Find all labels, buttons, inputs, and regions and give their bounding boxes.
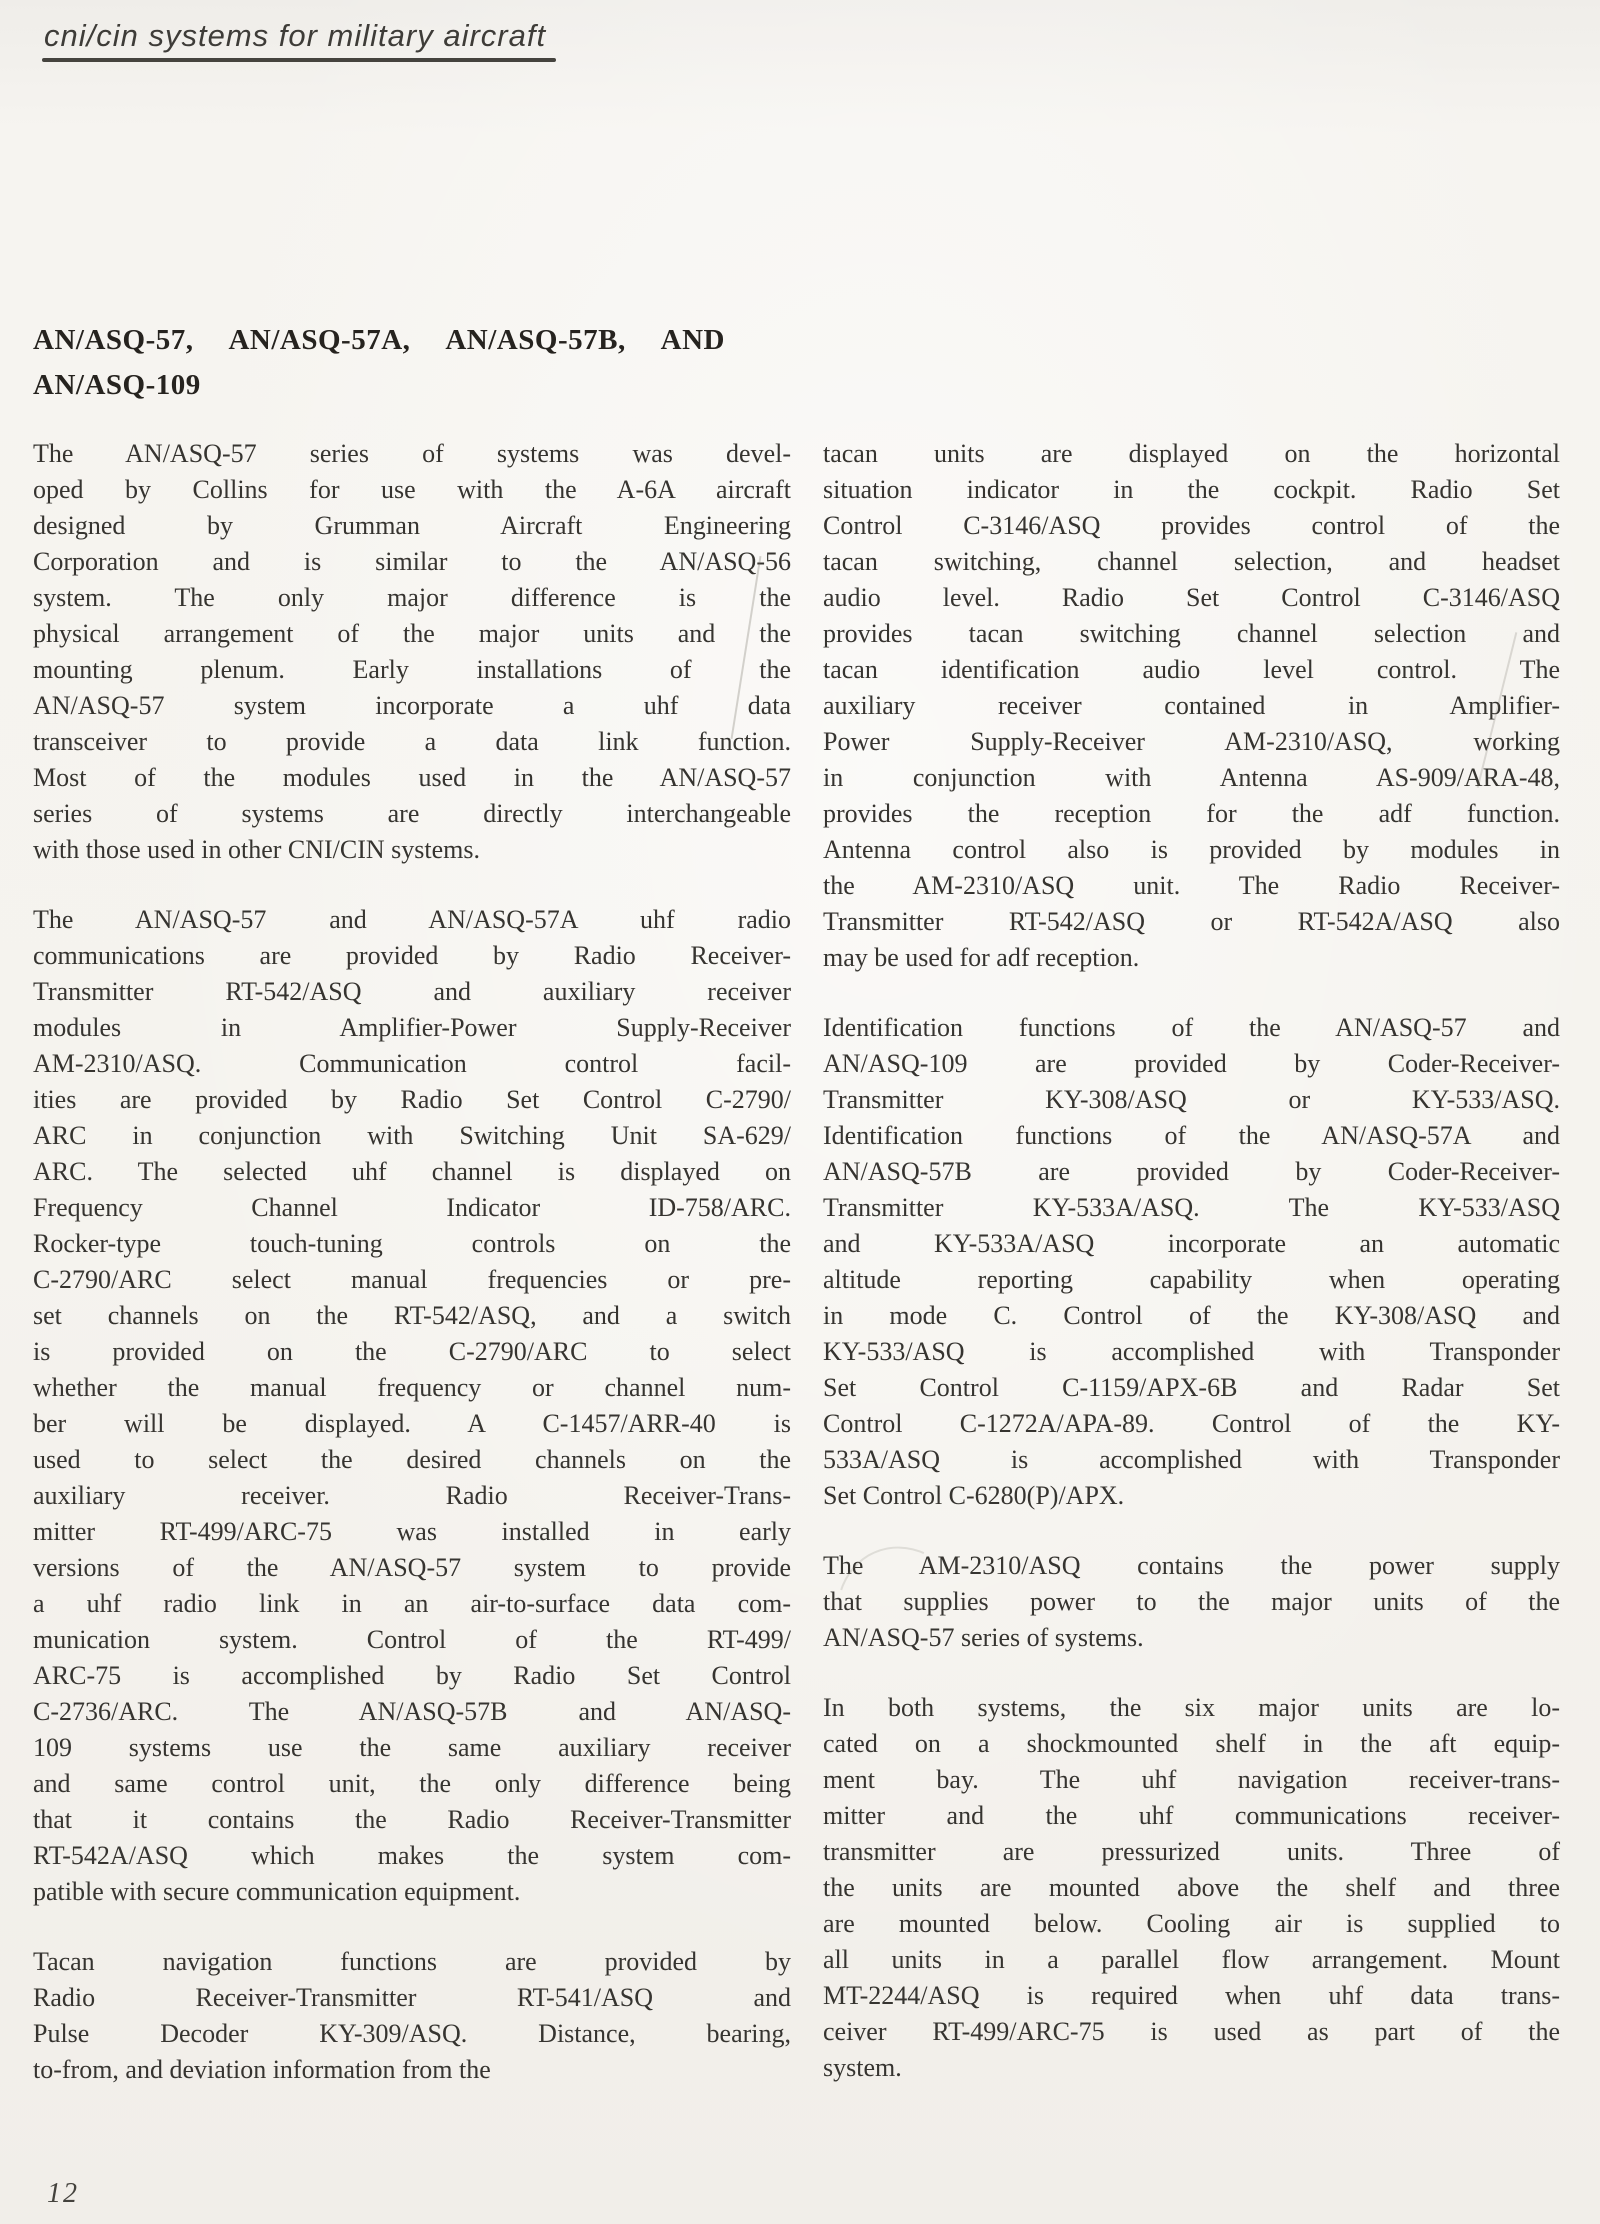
column-right — [823, 436, 1560, 2086]
text-line: ceiver RT-499/ARC-75 is used as part of the — [823, 2017, 1560, 2046]
text-line: ARC. The selected uhf channel is displayed on — [33, 1157, 791, 1186]
text-line: provides the reception for the adf function. — [823, 799, 1560, 828]
text-line: Control C-1272A/APA-89. Control of the KY- — [823, 1409, 1560, 1438]
text-line: all units in a parallel flow arrangement. Mount — [823, 1945, 1560, 1974]
text-line: oped by Collins for use with the A-6A aircraft — [33, 475, 791, 504]
text-line: munication system. Control of the RT-499/ — [33, 1625, 791, 1654]
text-line: to-from, and deviation information from the — [33, 2055, 491, 2084]
text-line: the units are mounted above the shelf and three — [823, 1873, 1560, 1902]
text-line: KY-533/ASQ is accomplished with Transponder — [823, 1337, 1560, 1366]
text-line: and same control unit, the only difference being — [33, 1769, 791, 1798]
paragraph — [823, 436, 1560, 976]
text-line: with those used in other CNI/CIN systems. — [33, 835, 481, 864]
text-line: provides tacan switching channel selection and — [823, 619, 1560, 648]
text-line: transceiver to provide a data link function. — [33, 727, 791, 756]
page-number: 12 — [47, 2178, 79, 2209]
text-line: set channels on the RT-542/ASQ, and a switch — [33, 1301, 791, 1330]
paragraph — [33, 902, 791, 1910]
text-line: 109 systems use the same auxiliary receiver — [33, 1733, 791, 1762]
text-line: 533A/ASQ is accomplished with Transponder — [823, 1445, 1560, 1474]
text-line: designed by Grumman Aircraft Engineering — [33, 511, 791, 540]
text-line: Transmitter KY-533A/ASQ. The KY-533/ASQ — [823, 1193, 1560, 1222]
text-line: ment bay. The uhf navigation receiver-trans- — [823, 1765, 1560, 1794]
text-line: ber will be displayed. A C-1457/ARR-40 is — [33, 1409, 791, 1438]
text-line: physical arrangement of the major units and the — [33, 619, 791, 648]
text-line: Set Control C-1159/APX-6B and Radar Set — [823, 1373, 1560, 1402]
text-line: situation indicator in the cockpit. Radio Set — [823, 475, 1560, 504]
text-line: tacan units are displayed on the horizontal — [823, 439, 1560, 468]
text-line: mitter and the uhf communications receiver- — [823, 1801, 1560, 1830]
text-line: series of systems are directly interchangeable — [33, 799, 791, 828]
paragraph — [33, 1944, 791, 2088]
text-line: AN/ASQ-57 system incorporate a uhf data — [33, 691, 791, 720]
text-line: Transmitter RT-542/ASQ and auxiliary receiver — [33, 977, 791, 1006]
text-line: patible with secure communication equipment. — [33, 1877, 521, 1906]
text-line: ARC in conjunction with Switching Unit SA-629/ — [33, 1121, 791, 1150]
text-line: Rocker-type touch-tuning controls on the — [33, 1229, 791, 1258]
text-line: in conjunction with Antenna AS-909/ARA-48, — [823, 763, 1560, 792]
text-line: ities are provided by Radio Set Control C-2790/ — [33, 1085, 791, 1114]
text-line: tacan switching, channel selection, and headset — [823, 547, 1560, 576]
text-line: Radio Receiver-Transmitter RT-541/ASQ and — [33, 1983, 791, 2012]
column-left — [33, 436, 791, 2088]
text-line: Transmitter KY-308/ASQ or KY-533/ASQ. — [823, 1085, 1560, 1114]
paragraph — [823, 1690, 1560, 2086]
running-header: cni/cin systems for military aircraft — [44, 18, 547, 53]
text-line: Pulse Decoder KY-309/ASQ. Distance, bearing, — [33, 2019, 791, 2048]
text-line: and KY-533A/ASQ incorporate an automatic — [823, 1229, 1560, 1258]
text-line: C-2736/ARC. The AN/ASQ-57B and AN/ASQ- — [33, 1697, 791, 1726]
paragraph — [33, 436, 791, 868]
text-line: whether the manual frequency or channel num- — [33, 1373, 791, 1402]
text-line: RT-542A/ASQ which makes the system com- — [33, 1841, 791, 1870]
text-line: mitter RT-499/ARC-75 was installed in early — [33, 1517, 791, 1546]
text-line: that it contains the Radio Receiver-Transmitter — [33, 1805, 791, 1834]
text-line: the AM-2310/ASQ unit. The Radio Receiver- — [823, 871, 1560, 900]
text-line: Power Supply-Receiver AM-2310/ASQ, working — [823, 727, 1560, 756]
text-line: AM-2310/ASQ. Communication control facil- — [33, 1049, 791, 1078]
text-line: auxiliary receiver contained in Amplifier- — [823, 691, 1560, 720]
text-line: Identification functions of the AN/ASQ-57 and — [823, 1013, 1560, 1042]
text-line: Tacan navigation functions are provided by — [33, 1947, 791, 1976]
text-line: communications are provided by Radio Receiver- — [33, 941, 791, 970]
text-line: C-2790/ARC select manual frequencies or pre- — [33, 1265, 791, 1294]
text-line: In both systems, the six major units are lo- — [823, 1693, 1560, 1722]
text-line: versions of the AN/ASQ-57 system to provide — [33, 1553, 791, 1582]
text-line: are mounted below. Cooling air is supplied to — [823, 1909, 1560, 1938]
text-line: MT-2244/ASQ is required when uhf data trans- — [823, 1981, 1560, 2010]
text-line: used to select the desired channels on the — [33, 1445, 791, 1474]
text-line: may be used for adf reception. — [823, 943, 1140, 972]
text-line: in mode C. Control of the KY-308/ASQ and — [823, 1301, 1560, 1330]
text-line: AN/ASQ-57 series of systems. — [823, 1623, 1144, 1652]
text-line: Control C-3146/ASQ provides control of the — [823, 511, 1560, 540]
text-line: modules in Amplifier-Power Supply-Receiver — [33, 1013, 791, 1042]
text-line: a uhf radio link in an air-to-surface data com- — [33, 1589, 791, 1618]
text-line: Antenna control also is provided by modules in — [823, 835, 1560, 864]
header-rule — [42, 58, 556, 62]
text-line: Most of the modules used in the AN/ASQ-57 — [33, 763, 791, 792]
text-line: altitude reporting capability when operating — [823, 1265, 1560, 1294]
text-line: Corporation and is similar to the AN/ASQ-56 — [33, 547, 791, 576]
text-line: The AN/ASQ-57 series of systems was devel- — [33, 439, 791, 468]
text-line: Transmitter RT-542/ASQ or RT-542A/ASQ also — [823, 907, 1560, 936]
text-line: AN/ASQ-57B are provided by Coder-Receiver- — [823, 1157, 1560, 1186]
text-line: transmitter are pressurized units. Three of — [823, 1837, 1560, 1866]
text-line: ARC-75 is accomplished by Radio Set Control — [33, 1661, 791, 1690]
text-line: that supplies power to the major units of the — [823, 1587, 1560, 1616]
text-line: system. The only major difference is the — [33, 583, 791, 612]
text-line: Set Control C-6280(P)/APX. — [823, 1481, 1125, 1510]
text-line: cated on a shockmounted shelf in the aft equip- — [823, 1729, 1560, 1758]
text-line: audio level. Radio Set Control C-3146/ASQ — [823, 583, 1560, 612]
text-line: Identification functions of the AN/ASQ-57A and — [823, 1121, 1560, 1150]
text-line: is provided on the C-2790/ARC to select — [33, 1337, 791, 1366]
article-title-line-2: AN/ASQ-109 — [33, 369, 201, 401]
text-line: Frequency Channel Indicator ID-758/ARC. — [33, 1193, 791, 1222]
text-line: The AN/ASQ-57 and AN/ASQ-57A uhf radio — [33, 905, 791, 934]
text-line: mounting plenum. Early installations of the — [33, 655, 791, 684]
text-line: system. — [823, 2053, 902, 2082]
paragraph — [823, 1010, 1560, 1514]
text-line: AN/ASQ-109 are provided by Coder-Receiver- — [823, 1049, 1560, 1078]
article-title — [33, 318, 725, 408]
text-line: tacan identification audio level control. The — [823, 655, 1560, 684]
article-title-line-1: AN/ASQ-57, AN/ASQ-57A, AN/ASQ-57B, AND — [33, 324, 725, 356]
text-line: The AM-2310/ASQ contains the power supply — [823, 1551, 1560, 1580]
text-line: auxiliary receiver. Radio Receiver-Trans- — [33, 1481, 791, 1510]
